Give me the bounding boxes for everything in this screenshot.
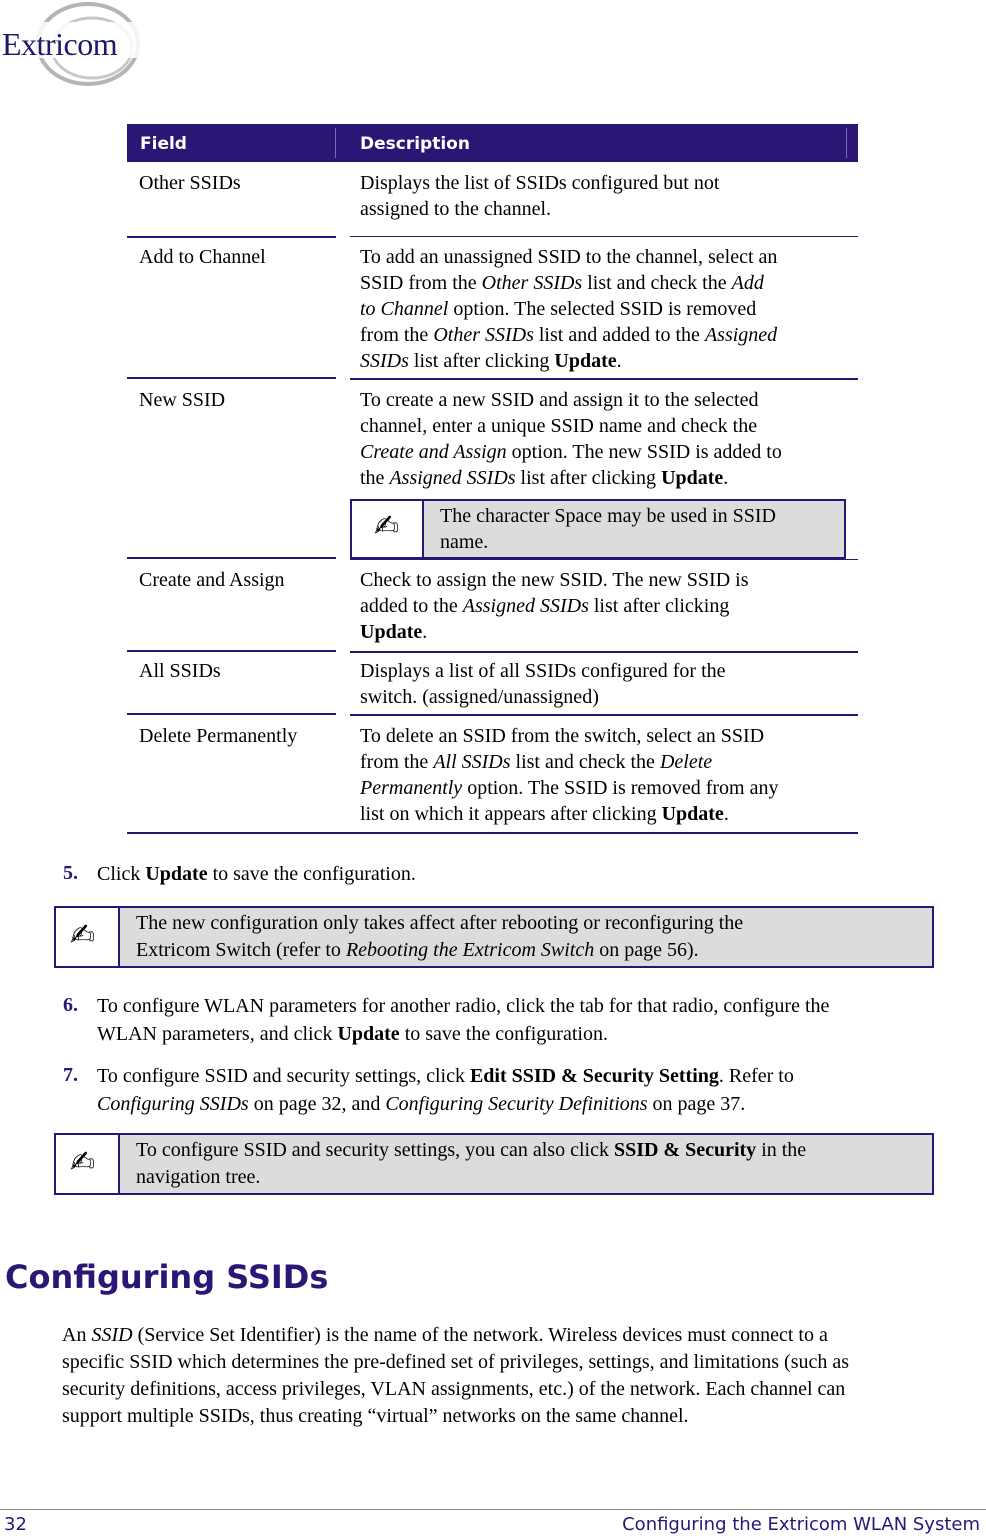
step-number: 5. xyxy=(63,862,78,884)
note-line: To configure SSID and security settings, you can also click SSID & Security in the xyxy=(136,1139,807,1161)
field-description xyxy=(360,723,852,827)
note-line: Extricom Switch (refer to Rebooting the Extricom Switch on page 56). xyxy=(136,939,699,961)
field-name: Create and Assign xyxy=(139,569,285,591)
extricom-logo xyxy=(0,0,140,92)
table-row xyxy=(127,650,858,714)
page-number: 32 xyxy=(4,1514,27,1535)
field-description xyxy=(360,567,852,645)
table-header xyxy=(127,124,858,162)
field-name: Delete Permanently xyxy=(139,725,298,747)
step-number: 7. xyxy=(63,1064,78,1086)
note-icon-cell xyxy=(352,501,424,557)
field-name: Other SSIDs xyxy=(139,172,241,194)
logo-text: Extricom xyxy=(2,26,118,62)
pencil-icon: ✍ xyxy=(70,1145,96,1180)
note-box xyxy=(54,1133,934,1195)
footer-divider xyxy=(0,1509,986,1510)
header-divider xyxy=(335,128,336,158)
field-description xyxy=(360,244,852,374)
description-line: To add an unassigned SSID to the channel, select an xyxy=(360,246,778,268)
note-text xyxy=(136,1137,806,1191)
description-line: to Channel option. The selected SSID is removed xyxy=(360,298,757,320)
description-line: SSIDs list after clicking Update. xyxy=(360,350,622,372)
description-line: added to the Assigned SSIDs list after clicking xyxy=(360,595,730,617)
footer-title: Configuring the Extricom WLAN System xyxy=(622,1514,980,1535)
description-line: Update. xyxy=(360,621,428,643)
field-description xyxy=(360,387,852,491)
note-line: name. xyxy=(440,531,489,553)
description-line: from the Other SSIDs list and added to the Assigned xyxy=(360,324,778,346)
field-name: New SSID xyxy=(139,389,226,411)
description-line: Check to assign the new SSID. The new SSID is xyxy=(360,569,749,591)
inline-note xyxy=(350,499,846,559)
table-row xyxy=(127,559,858,651)
section-paragraph: An SSID (Service Set Identifier) is the name of the network. Wireless devices must connect to a specific SSID which determines the pre-defined set of privileges, settings, and limitations (such as security definitions, access privileges, VLAN assignments, etc.) of the network. Each channel can support multiple SSIDs, thus creating “virtual” networks on the same channel. xyxy=(62,1324,850,1427)
step-number: 6. xyxy=(63,994,78,1016)
description-line: To create a new SSID and assign it to the selected xyxy=(360,389,759,411)
field-description xyxy=(360,170,852,222)
note-text xyxy=(136,910,743,964)
field-description xyxy=(360,658,852,710)
description-line: Create and Assign option. The new SSID is added to xyxy=(360,441,782,463)
pencil-icon: ✍ xyxy=(374,509,400,544)
field-name: Add to Channel xyxy=(139,246,266,268)
description-line: switch. (assigned/unassigned) xyxy=(360,686,599,708)
table-row xyxy=(127,162,858,236)
field-name: All SSIDs xyxy=(139,660,221,682)
description-line: assigned to the channel. xyxy=(360,198,552,220)
note-line: The character Space may be used in SSID xyxy=(440,505,776,527)
table-bottom-border xyxy=(127,832,858,834)
header-description: Description xyxy=(360,134,470,154)
note-icon-cell xyxy=(56,908,120,966)
table-row xyxy=(127,236,858,378)
field-description-table xyxy=(127,124,858,162)
note-text xyxy=(440,503,840,555)
description-line: Displays a list of all SSIDs configured for the xyxy=(360,660,726,682)
description-line: Displays the list of SSIDs configured but not xyxy=(360,172,720,194)
step-5-text: Click Update to save the configuration. xyxy=(97,863,416,885)
description-line: channel, enter a unique SSID name and check the xyxy=(360,415,758,437)
header-field: Field xyxy=(140,134,187,154)
note-line: The new configuration only takes affect after rebooting or reconfiguring the xyxy=(136,912,744,934)
step-7-text: To configure SSID and security settings, click Edit SSID & Security Setting. Refer to Configuring SSIDs on page 32, and Configuring Security Definitions on page 37. xyxy=(97,1065,794,1115)
description-line: the Assigned SSIDs list after clicking Update. xyxy=(360,467,729,489)
section-title: Configuring SSIDs xyxy=(5,1258,329,1296)
table-row xyxy=(127,715,858,833)
note-icon-cell xyxy=(56,1135,120,1193)
note-box xyxy=(54,906,934,968)
step-6-text: To configure WLAN parameters for another radio, click the tab for that radio, configure the WLAN parameters, and click Update to save the configuration. xyxy=(97,995,830,1045)
header-divider xyxy=(846,128,847,158)
note-line: navigation tree. xyxy=(136,1166,261,1188)
description-line: from the All SSIDs list and check the Delete xyxy=(360,751,713,773)
description-line: To delete an SSID from the switch, select an SSID xyxy=(360,725,765,747)
description-line: SSID from the Other SSIDs list and check the Add xyxy=(360,272,764,294)
description-line: Permanently option. The SSID is removed from any xyxy=(360,777,779,799)
description-line: list on which it appears after clicking Update. xyxy=(360,803,729,825)
pencil-icon: ✍ xyxy=(70,918,96,953)
